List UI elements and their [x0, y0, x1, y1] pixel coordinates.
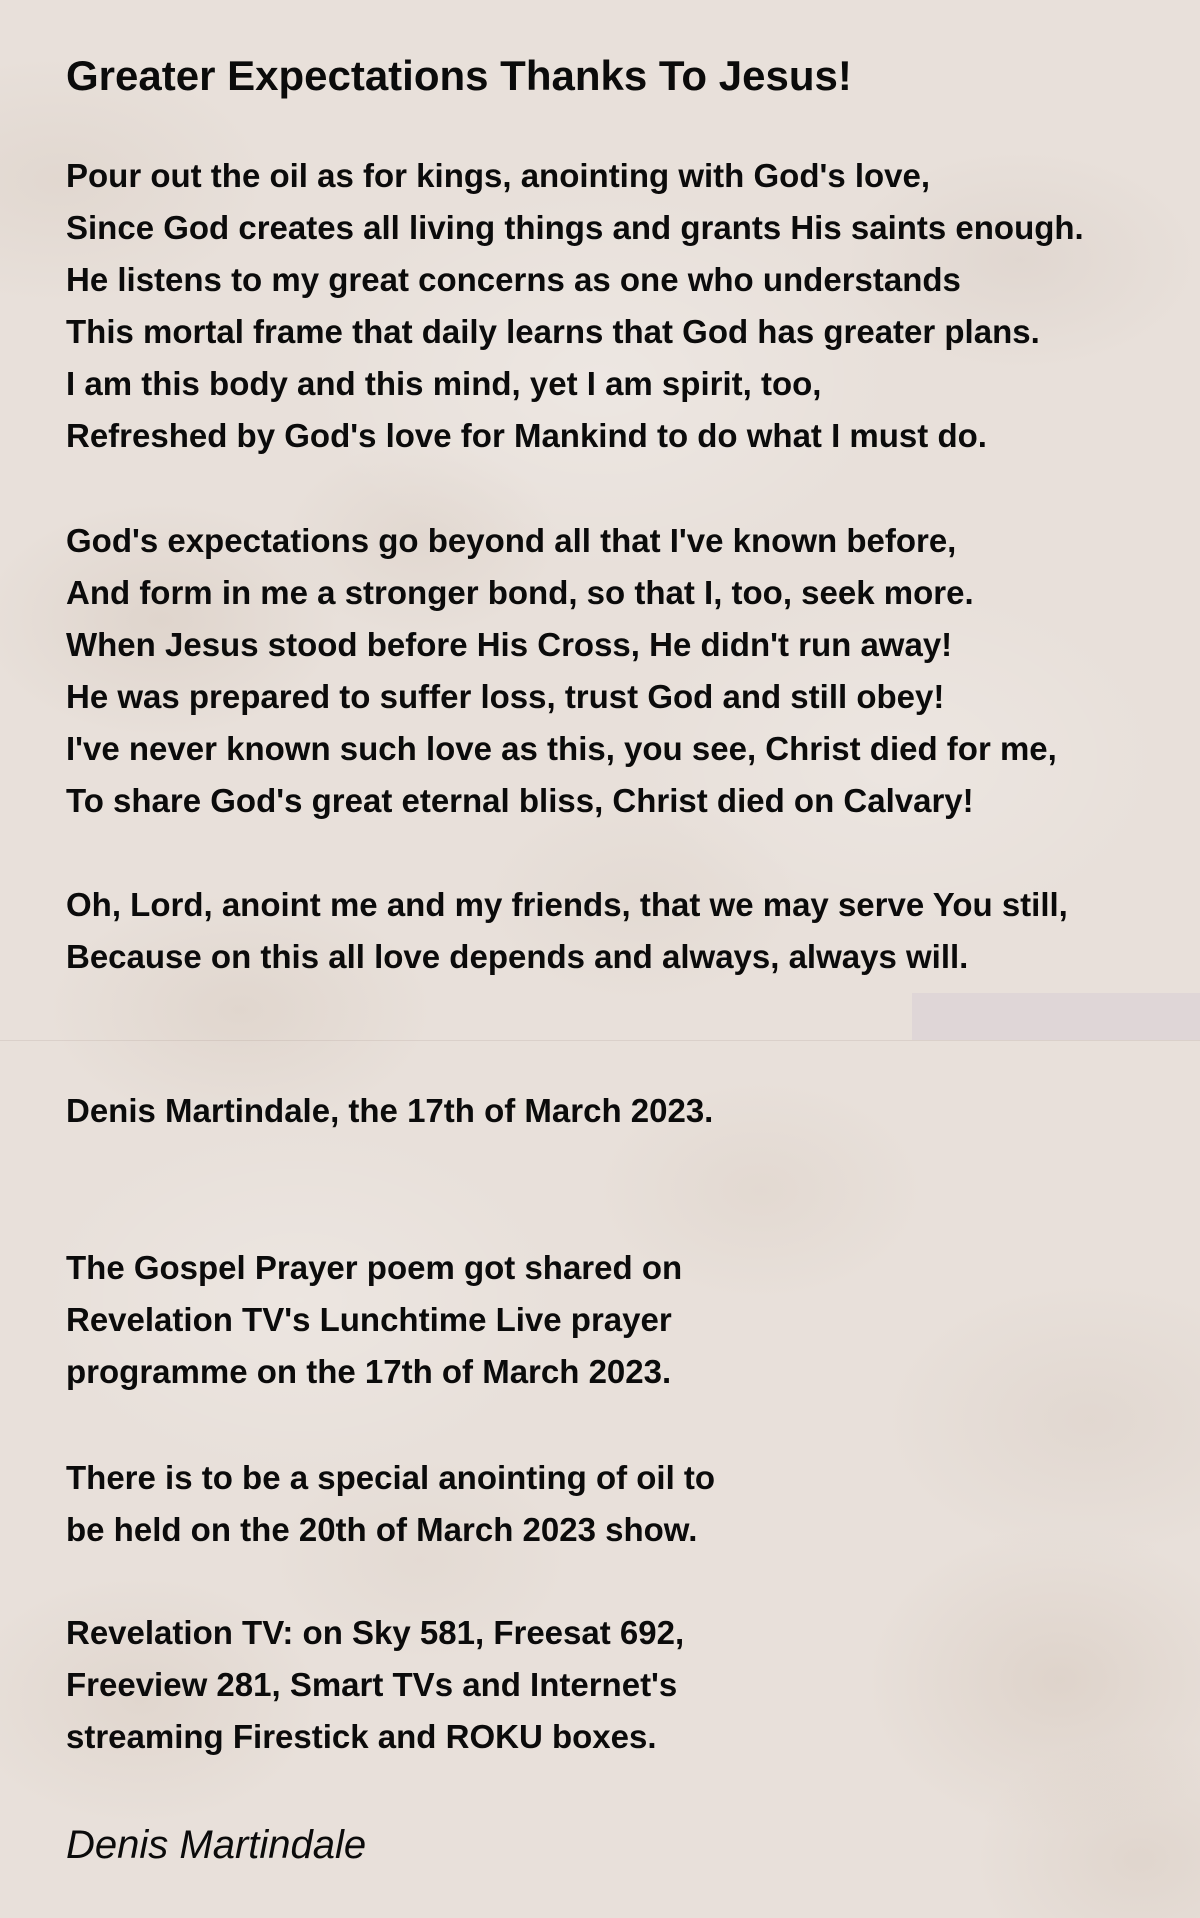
poem-line: Since God creates all living things and grants His saints enough. — [66, 209, 1084, 246]
poem-line: Pour out the oil as for kings, anointing with God's love, — [66, 157, 931, 194]
poem-line: I've never known such love as this, you see, Christ died for me, — [66, 730, 1057, 767]
poem-title: Greater Expectations Thanks To Jesus! — [66, 52, 852, 99]
poem-line: He was prepared to suffer loss, trust God and still obey! — [66, 678, 945, 715]
note-line: Freeview 281, Smart TVs and Internet's — [66, 1666, 678, 1703]
note-line: streaming Firestick and ROKU boxes. — [66, 1718, 657, 1755]
note-line: Revelation TV's Lunchtime Live prayer — [66, 1301, 672, 1338]
poem-line: Oh, Lord, anoint me and my friends, that we may serve You still, — [66, 886, 1068, 923]
poem-line: Refreshed by God's love for Mankind to do what I must do. — [66, 417, 987, 454]
poem-line: When Jesus stood before His Cross, He didn't run away! — [66, 626, 953, 663]
poem-line: He listens to my great concerns as one who understands — [66, 261, 961, 298]
note-line: The Gospel Prayer poem got shared on — [66, 1249, 683, 1286]
poem-line: And form in me a stronger bond, so that I, too, seek more. — [66, 574, 974, 611]
background-texture-seam — [0, 1040, 1200, 1041]
background-texture-patch — [912, 993, 1200, 1040]
note-line: programme on the 17th of March 2023. — [66, 1353, 672, 1390]
note-line: be held on the 20th of March 2023 show. — [66, 1511, 698, 1548]
poem-line: This mortal frame that daily learns that God has greater plans. — [66, 313, 1040, 350]
poem-line: Because on this all love depends and always, always will. — [66, 938, 969, 975]
note-line: There is to be a special anointing of oil to — [66, 1459, 716, 1496]
dateline: Denis Martindale, the 17th of March 2023. — [66, 1092, 714, 1129]
author-signature: Denis Martindale — [66, 1823, 367, 1867]
poem-line: I am this body and this mind, yet I am spirit, too, — [66, 365, 822, 402]
poem-line: God's expectations go beyond all that I've known before, — [66, 522, 957, 559]
poem-line: To share God's great eternal bliss, Christ died on Calvary! — [66, 782, 974, 819]
note-line: Revelation TV: on Sky 581, Freesat 692, — [66, 1614, 685, 1651]
